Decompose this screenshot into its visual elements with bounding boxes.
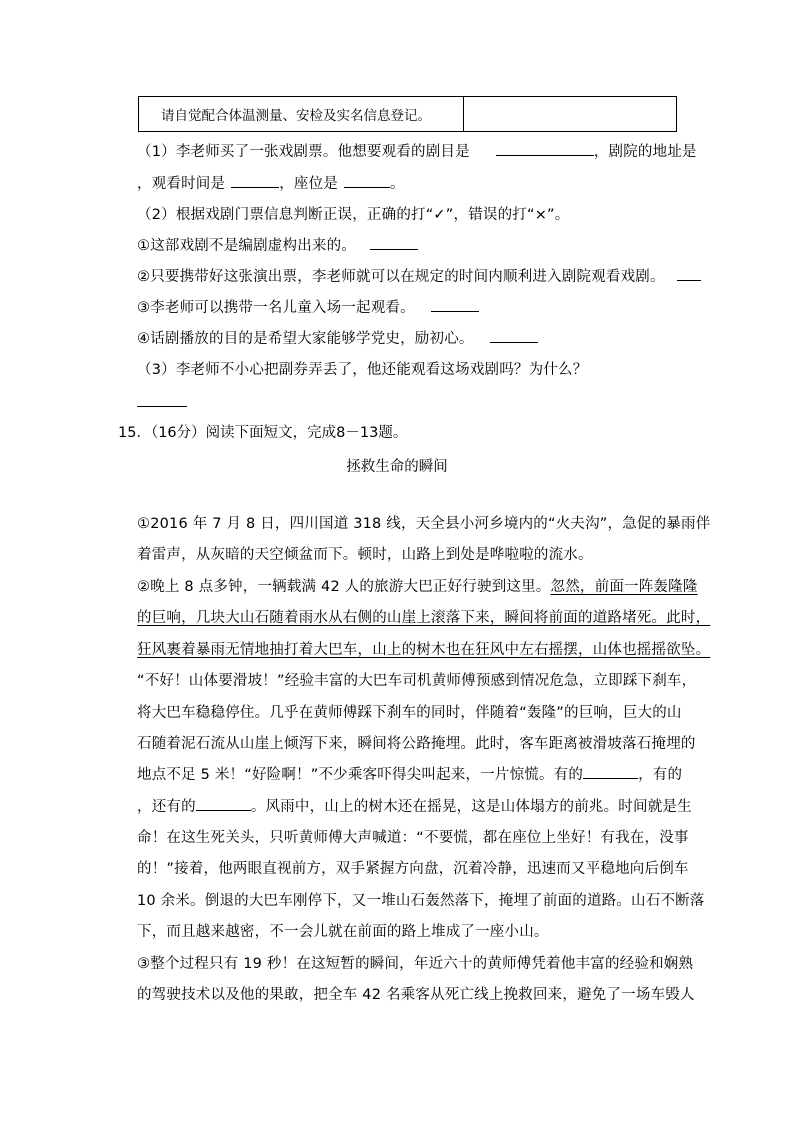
passage-line-8: 石随着泥石流从山崖上倾泻下来，瞬间将公路掩埋。此时，客车距离被滑坡落石掩埋的 — [137, 736, 696, 752]
q2-item-4-text: ④话剧播放的目的是希望大家能够学党史，励初心。 — [137, 331, 474, 347]
q2-item-3 — [137, 296, 479, 317]
passage-line-10-text: 。风雨中，山上的树木还在摇晃，这是山体塌方的前兆。时间就是生 — [250, 799, 692, 815]
passage-line-2: 着雷声，从灰暗的天空倾盆而下。顿时，山路上到处是哗啦啦的流水。 — [137, 547, 593, 563]
passage-line-9-tail: ，有的 — [638, 767, 683, 783]
passage-line-9-text: 地点不足 5 米！“好险啊！”不少乘客吓得尖叫起来，一片惊慌。有的 — [137, 767, 584, 783]
passage-line-9 — [137, 763, 682, 784]
passage-underlined-1: 忽然，前面一阵轰隆隆 — [550, 579, 698, 595]
answer-blank-seat[interactable] — [344, 173, 390, 188]
q1-line-2 — [137, 172, 405, 193]
answer-blank-q2-2[interactable] — [677, 266, 701, 281]
passage-line-13: 10 余米。倒退的大巴车刚停下，又一堆山石轰然落下，掩埋了前面的道路。山石不断落 — [137, 893, 705, 909]
q2-item-4 — [137, 327, 538, 348]
q2-intro: （2）根据戏剧门票信息判断正误，正确的打“✓”，错误的打“×”。 — [137, 207, 570, 223]
q2-item-1-text: ①这部戏剧不是编剧虚构出来的。 — [137, 238, 356, 254]
answer-blank-q2-4[interactable] — [490, 328, 538, 343]
q1-text-1: （1）李老师买了一张戏剧票。他想要观看的剧目是 — [137, 144, 470, 160]
q2-item-2-text: ②只要携带好这张演出票，李老师就可以在规定的时间内顺利进入剧院观看戏剧。 — [137, 269, 665, 285]
passage-line-14: 下，而且越来越密，不一会儿就在前面的路上堆成了一座小山。 — [137, 924, 549, 940]
answer-blank-q2-3[interactable] — [431, 297, 479, 312]
passage-line-6: “不好！山体要滑坡！”经验丰富的大巴车司机黄师傅预感到情况危急，立即踩下刹车， — [137, 673, 697, 689]
ticket-empty-cell — [464, 97, 677, 132]
passage-underlined-3: 狂风裹着暴雨无情地抽打着大巴车，山上的树木也在狂风中左右摇摆，山体也摇摇欲坠。 — [137, 642, 711, 658]
passage-line-7: 将大巴车稳稳停住。几乎在黄师傅踩下刹车的同时，伴随着“轰隆”的巨响，巨大的山 — [137, 705, 682, 721]
passage-underlined-2: 的巨响，几块大山石随着雨水从右侧的山崖上滚落下来，瞬间将前面的道路堵死。此时， — [137, 610, 711, 626]
answer-blank-q2-1[interactable] — [370, 235, 418, 250]
ticket-info-table — [138, 96, 677, 132]
passage-line-1: ①2016 年 7 月 8 日，四川国道 318 线，天全县小河乡境内的“火夫沟”，急促的暴雨伴 — [137, 516, 711, 532]
answer-blank-play[interactable] — [496, 141, 594, 156]
passage-line-15: ③整个过程只有 19 秒！在这短暂的瞬间，年近六十的黄师傅凭着他丰富的经验和娴熟 — [137, 956, 694, 972]
answer-blank-passage-2[interactable] — [196, 796, 251, 811]
q3-answer-line[interactable] — [137, 392, 187, 411]
passage-line-3-text: ②晚上 8 点多钟，一辆载满 42 人的旅游大巴正好行驶到这里。 — [137, 579, 551, 595]
passage-line-11: 命！在这生死关头，只听黄师傅大声喊道：“不要慌，都在座位上坐好！有我在，没事 — [137, 830, 689, 846]
passage-title: 拯救生命的瞬间 — [346, 459, 448, 475]
answer-blank-passage-1[interactable] — [583, 764, 638, 779]
q1-text-4: ，座位是 — [279, 176, 339, 192]
answer-blank-time[interactable] — [231, 173, 279, 188]
q15-heading: 15．（16分）阅读下面短文，完成8－13题。 — [118, 425, 408, 441]
q1-line-1 — [137, 140, 697, 161]
ticket-notice-cell: 请自觉配合体温测量、安检及实名信息登记。 — [139, 97, 464, 132]
q1-text-3: ，观看时间是 — [137, 176, 226, 192]
q2-item-1 — [137, 234, 418, 255]
passage-line-10 — [137, 795, 692, 816]
passage-line-10-head: ，还有的 — [137, 799, 196, 815]
passage-line-12: 的！”接着，他两眼直视前方，双手紧握方向盘，沉着冷静，迅速而又平稳地向后倒车 — [137, 861, 689, 877]
q3-question: （3）李老师不小心把副券弄丢了，他还能观看这场戏剧吗？为什么？ — [137, 362, 588, 378]
q2-item-2 — [137, 265, 701, 286]
passage-line-16: 的驾驶技术以及他的果敢，把全车 42 名乘客从死亡线上挽救回来，避免了一场车毁人 — [137, 987, 695, 1003]
q2-item-3-text: ③李老师可以携带一名儿童入场一起观看。 — [137, 300, 415, 316]
q1-text-5: 。 — [390, 176, 405, 192]
passage-line-3 — [137, 575, 698, 596]
q1-text-2: ，剧院的地址是 — [593, 144, 697, 160]
